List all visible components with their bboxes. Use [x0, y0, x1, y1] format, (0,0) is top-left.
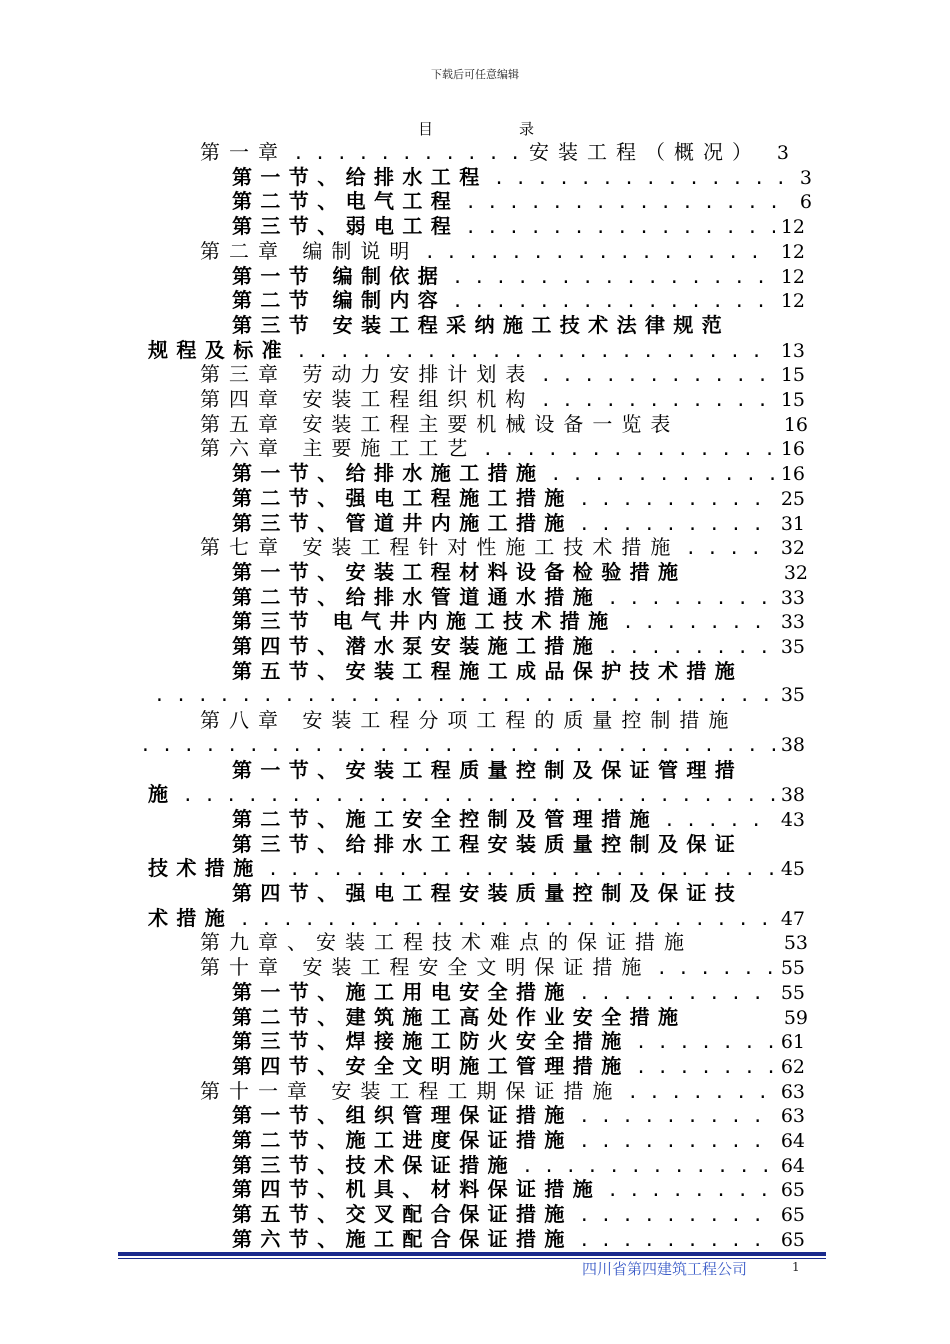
toc-page-number: 38 [780, 784, 805, 807]
toc-entry-title: 第四章 安装工程组织机构 [200, 387, 535, 411]
toc-leader-dots [452, 265, 775, 290]
toc-entry[interactable] [200, 955, 805, 980]
toc-page-number: 43 [780, 808, 805, 831]
toc-entry[interactable] [232, 1153, 805, 1178]
toc-leader-dots [579, 487, 775, 512]
toc-entry[interactable] [232, 659, 826, 684]
toc-entry-title: 第二节、强电工程施工措施 [232, 485, 573, 510]
toc-page-number: 63 [780, 1080, 805, 1103]
toc-leader-dots [494, 166, 782, 191]
toc-entry-title: 第六章 主要施工工艺 [200, 436, 477, 461]
toc-entry-title: 第五节、安装工程施工成品保护技术措施 [232, 658, 744, 683]
toc-page-number: 53 [783, 932, 808, 955]
toc-page-number: 16 [780, 463, 805, 486]
toc-leader-dots [452, 289, 775, 314]
toc-page-number: 16 [783, 413, 808, 436]
toc-page-number: 3 [776, 142, 789, 164]
toc-entry-title: 第四节、机具、材料保证措施 [232, 1177, 602, 1202]
toc-page-number: 62 [780, 1055, 805, 1078]
toc-entry[interactable] [232, 560, 808, 585]
toc-entry[interactable] [232, 461, 805, 486]
toc-entry-title: 第一节 编制依据 [232, 263, 447, 288]
toc-entry-title: 第一节、给排水工程 [232, 164, 488, 189]
toc-page-number: 32 [783, 561, 808, 584]
page-number: 1 [792, 1260, 800, 1274]
toc-leader-dots [522, 1154, 775, 1179]
toc-entry-title: 第三节 电气井内施工技术措施 [232, 609, 617, 634]
toc-entry[interactable] [200, 140, 832, 165]
toc-entry-title: 第二章 编制说明 [200, 238, 419, 263]
toc-leader-dots [296, 339, 775, 364]
toc-page-number: 55 [780, 957, 805, 980]
toc-entry[interactable] [232, 486, 805, 511]
toc-page-number: 12 [780, 240, 805, 263]
toc-entry-title: 第八章 安装工程分项工程的质量控制措施 [200, 708, 738, 733]
toc-entry[interactable] [232, 511, 805, 536]
toc-leader-dots [685, 536, 774, 561]
toc-entry-title: 术措施 [148, 905, 234, 930]
toc-entry-title: 第二节、施工安全控制及管理措施 [232, 806, 658, 831]
toc-page-number: 59 [783, 1006, 808, 1029]
toc-page-number: 31 [780, 512, 805, 535]
toc-entry[interactable] [232, 1103, 805, 1128]
toc-leader-dots [579, 1129, 775, 1154]
toc-page-number: 45 [780, 858, 805, 881]
toc-leader-dots [182, 783, 774, 808]
toc-entry[interactable] [232, 1005, 808, 1030]
toc-leader-dots [636, 1055, 775, 1080]
toc-entry-title: 第一节、组织管理保证措施 [232, 1103, 573, 1128]
toc-entry-title: 规程及标准 [148, 337, 290, 362]
toc-entry[interactable] [200, 387, 805, 412]
toc-page-number: 38 [780, 733, 805, 756]
toc-entry-title: 第十章 安装工程安全文明保证措施 [200, 955, 651, 980]
toc-entry[interactable] [200, 362, 805, 387]
toc-leader-dots [607, 586, 775, 611]
toc-leader-dots [664, 808, 775, 833]
toc-entry-title: 第二节、建筑施工高处作业安全措施 [232, 1004, 687, 1029]
toc-leader-dots [540, 363, 774, 388]
toc-leader-dots [579, 1104, 775, 1129]
toc-leader-dots [482, 437, 774, 462]
toc-leader-dots [154, 683, 775, 708]
toc-page-number: 65 [780, 1228, 805, 1251]
toc-entry[interactable] [232, 1054, 805, 1079]
toc-entry[interactable] [232, 585, 805, 610]
toc-entry[interactable] [232, 1029, 805, 1054]
toc-entry-title: 第十一章 安装工程工期保证措施 [200, 1078, 622, 1103]
toc-entry[interactable] [232, 634, 805, 659]
toc-page-number: 33 [780, 586, 805, 609]
toc-entry[interactable] [200, 412, 808, 437]
toc-leader-dots [550, 462, 774, 487]
toc-entry-title: 第二节 编制内容 [232, 288, 447, 313]
toc-leader-dots [636, 1030, 775, 1055]
toc-leader-dots [579, 1203, 775, 1228]
toc-entry-title: 第二节、施工进度保证措施 [232, 1128, 573, 1152]
toc-entry-title: 第一节、安装工程质量控制及保证管理措 [232, 757, 744, 782]
toc-title: 目录 [418, 120, 621, 138]
toc-entry[interactable] [134, 733, 805, 758]
toc-leader-dots [465, 215, 775, 240]
toc-entry-title: 第七章 安装工程针对性施工技术措施 [200, 535, 680, 560]
toc-entry[interactable] [148, 856, 805, 881]
toc-leader-dots [579, 981, 775, 1006]
toc-entry-title: 第四节、安全文明施工管理措施 [232, 1053, 630, 1078]
toc-page-number: 3 [799, 166, 812, 189]
toc-entry-title: 第三节、给排水工程安装质量控制及保证 [232, 831, 744, 856]
toc-page-number: 35 [780, 636, 805, 658]
toc-page-number: 47 [780, 907, 805, 930]
toc-page-number: 12 [780, 265, 805, 288]
toc-page-number: 6 [799, 191, 812, 214]
toc-entry[interactable] [232, 288, 805, 313]
toc-leader-dots [607, 1178, 775, 1203]
toc-entry[interactable] [232, 189, 812, 214]
toc-entry-title: 技术措施 [148, 856, 262, 881]
toc-entry[interactable] [232, 758, 826, 783]
toc-page-number: 25 [780, 487, 805, 510]
toc-entry[interactable] [148, 906, 805, 931]
toc-entry[interactable] [148, 338, 805, 363]
toc-entry[interactable] [200, 930, 808, 955]
toc-entry[interactable] [200, 535, 805, 560]
toc-page-number: 65 [780, 1204, 805, 1227]
toc-entry-title: 施 [148, 782, 177, 807]
toc-entry[interactable] [232, 881, 826, 906]
toc-leader-dots [607, 635, 775, 660]
toc-leader-dots [579, 512, 775, 537]
toc-entry-title: 第五章 安装工程主要机械设备一览表 [200, 411, 680, 436]
toc-entry-title: 第六节、施工配合保证措施 [232, 1226, 573, 1251]
toc-entry[interactable] [232, 264, 805, 289]
toc-leader-dots [623, 610, 775, 635]
toc-entry[interactable] [200, 708, 826, 733]
toc-page-number: 12 [780, 290, 805, 313]
toc-page-number: 35 [780, 684, 805, 707]
toc-leader-dots [268, 857, 775, 882]
toc-entry-title: 第三节 安装工程采纳施工技术法律规范 [232, 312, 731, 337]
toc-entry-title: 第一节、安装工程材料设备检验措施 [232, 559, 687, 584]
toc-entry-title: 第一节、施工用电安全措施 [232, 979, 573, 1004]
toc-entry-title: 第三节、焊接施工防火安全措施 [232, 1029, 630, 1054]
toc-page-number: 61 [780, 1031, 805, 1054]
toc-page-number: 16 [780, 438, 805, 461]
toc-entry[interactable] [232, 165, 812, 190]
toc-entry-title: 第一节、给排水施工措施 [232, 461, 545, 486]
toc-leader-dots [293, 141, 523, 166]
toc-entry[interactable] [200, 436, 805, 461]
toc-leader-dots [656, 956, 774, 981]
toc-page-number: 32 [780, 537, 805, 560]
company-name: 四川省第四建筑工程公司 [582, 1260, 748, 1278]
toc-page-number: 64 [780, 1154, 805, 1177]
toc-entry[interactable] [232, 1202, 805, 1227]
toc-page-number: 12 [780, 216, 805, 239]
toc-leader-dots [424, 240, 774, 265]
toc-entry-title: 第三节、弱电工程 [232, 214, 460, 239]
toc-leader-dots [627, 1080, 774, 1105]
toc-entry-title: 第三章 劳动力安排计划表 [200, 362, 535, 387]
toc-entry-title: 第九章、安装工程技术难点的保证措施 [200, 930, 693, 955]
toc-page-number: 15 [780, 364, 805, 387]
toc-leader-dots [540, 388, 774, 413]
toc-page-number: 13 [780, 339, 805, 362]
toc-page-number: 15 [780, 389, 805, 411]
toc-entry-title: 第一章 [200, 140, 287, 164]
toc-entry-subtitle: 安装工程（概况） [529, 140, 761, 164]
toc-entry[interactable] [232, 313, 826, 338]
page-header: 下载后可任意编辑 [431, 68, 519, 81]
toc-page-number: 33 [780, 611, 805, 634]
toc-page-number: 64 [780, 1130, 805, 1152]
toc-entry-title: 第三节、管道井内施工措施 [232, 510, 573, 535]
toc-entry[interactable] [232, 980, 805, 1005]
toc-entry-title: 第二节、电气工程 [232, 189, 460, 214]
toc-entry[interactable] [148, 683, 805, 708]
toc-leader-dots [579, 1228, 775, 1253]
toc-entry[interactable] [232, 1227, 805, 1252]
footer-rule [118, 1252, 826, 1256]
toc-page-number: 65 [780, 1179, 805, 1202]
toc-entry[interactable] [232, 807, 805, 832]
toc-leader-dots [140, 733, 775, 758]
toc-leader-dots [239, 907, 775, 932]
toc-entry-title: 第五节、交叉配合保证措施 [232, 1202, 573, 1227]
toc-entry[interactable] [148, 782, 805, 807]
toc-entry[interactable] [232, 1128, 805, 1153]
toc-entry[interactable] [232, 832, 826, 857]
toc-entry[interactable] [232, 1177, 805, 1202]
toc-page-number: 55 [780, 981, 805, 1004]
toc-entry-title: 第三节、技术保证措施 [232, 1152, 516, 1177]
toc-entry-title: 第四节、潜水泵安装施工措施 [232, 634, 602, 658]
toc-entry[interactable] [232, 214, 805, 239]
toc-entry[interactable] [232, 609, 805, 634]
toc-page-number: 63 [780, 1105, 805, 1128]
toc-entry-title: 第二节、给排水管道通水措施 [232, 584, 602, 609]
toc-entry-title: 第四节、强电工程安装质量控制及保证技 [232, 881, 744, 905]
toc-leader-dots [465, 190, 782, 215]
toc-entry[interactable] [200, 1079, 805, 1104]
toc-entry[interactable] [200, 239, 805, 264]
